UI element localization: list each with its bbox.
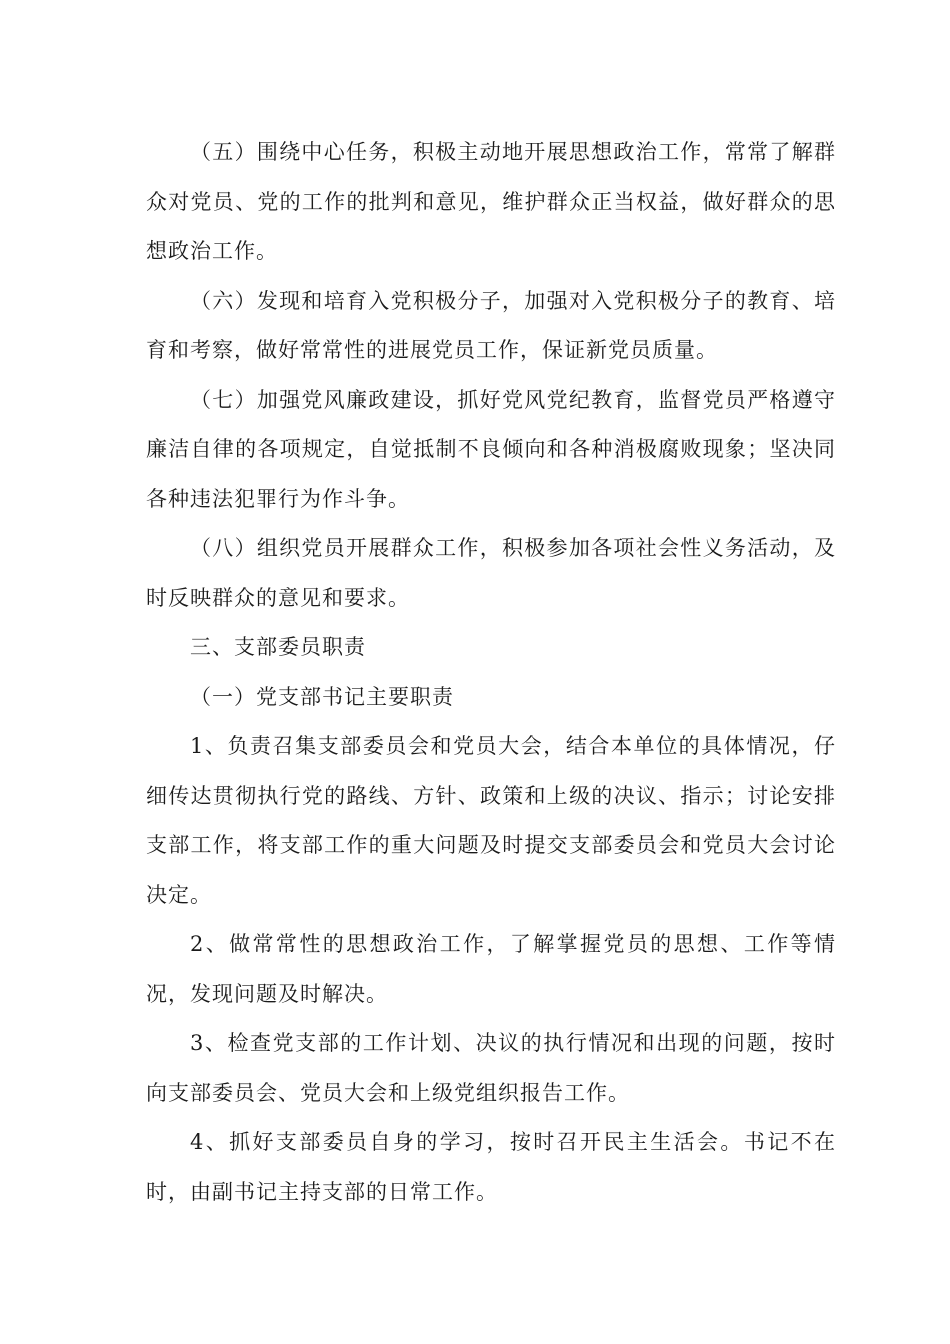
paragraph-5-duties: （五）围绕中心任务，积极主动地开展思想政治工作，常常了解群众对党员、党的工作的批判和意见，维护群众正当权益，做好群众的思想政治工作。: [146, 140, 836, 263]
subsection-heading-1: （一）党支部书记主要职责: [190, 684, 454, 709]
list-item-3: 3、检查党支部的工作计划、决议的执行情况和出现的问题，按时向支部委员会、党员大会和上级党组织报告工作。: [146, 1031, 836, 1105]
list-item-1: 1、负责召集支部委员会和党员大会，结合本单位的具体情况，仔细传达贯彻执行党的路线、方针、政策和上级的决议、指示；讨论安排支部工作，将支部工作的重大问题及时提交支部委员会和党员大会讨论决定。: [146, 734, 836, 907]
list-item-2: 2、做常常性的思想政治工作，了解掌握党员的思想、工作等情况，发现问题及时解决。: [146, 932, 836, 1006]
list-item-4: 4、抓好支部委员自身的学习，按时召开民主生活会。书记不在时，由副书记主持支部的日常工作。: [146, 1130, 836, 1204]
paragraph-6-duties: （六）发现和培育入党积极分子，加强对入党积极分子的教育、培育和考察，做好常常性的进展党员工作，保证新党员质量。: [146, 288, 836, 362]
paragraph-8-duties: （八）组织党员开展群众工作，积极参加各项社会性义务活动，及时反映群众的意见和要求。: [146, 536, 836, 610]
section-heading-3: 三、支部委员职责: [190, 635, 366, 659]
document-body: [146, 128, 836, 1217]
paragraph-7-duties: （七）加强党风廉政建设，抓好党风党纪教育，监督党员严格遵守廉洁自律的各项规定，自觉抵制不良倾向和各种消极腐败现象；坚决同各种违法犯罪行为作斗争。: [146, 387, 836, 511]
